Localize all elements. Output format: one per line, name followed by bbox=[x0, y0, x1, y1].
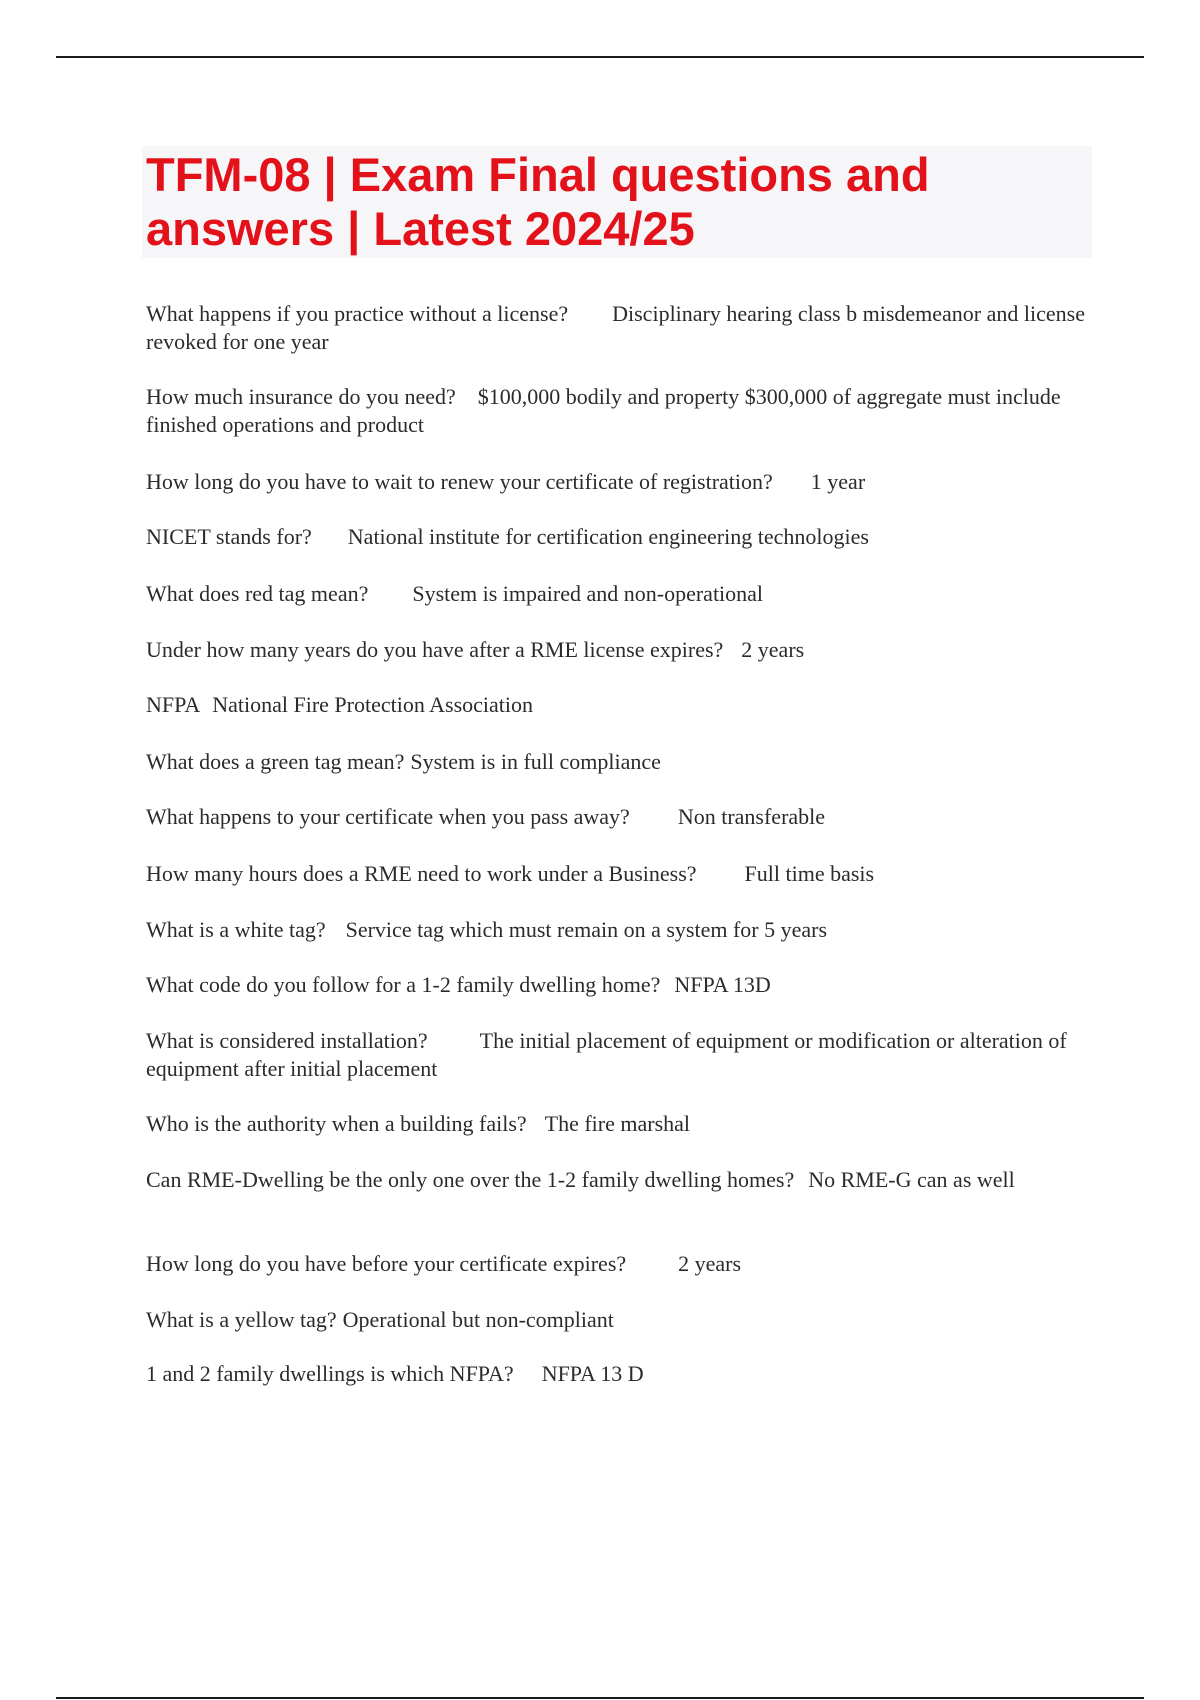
question: Can RME-Dwelling be the only one over the 1-2 family dwelling homes? bbox=[146, 1167, 795, 1192]
qa-item bbox=[146, 468, 1086, 496]
answer: System is impaired and non-operational bbox=[412, 581, 764, 606]
answer: 1 year bbox=[810, 469, 866, 494]
answer: Non transferable bbox=[677, 804, 826, 829]
answer: Operational but non-compliant bbox=[342, 1307, 614, 1332]
qa-item bbox=[146, 860, 1086, 888]
answer: National Fire Protection Association bbox=[212, 692, 534, 717]
question: NICET stands for? bbox=[146, 524, 312, 549]
answer: National institute for certification engineering technologies bbox=[347, 524, 869, 549]
question: 1 and 2 family dwellings is which NFPA? bbox=[146, 1361, 514, 1386]
qa-item bbox=[146, 971, 1086, 999]
question: What does red tag mean? bbox=[146, 581, 369, 606]
answer: The initial placement of equipment or modification or alteration of equipment after initial placement bbox=[146, 1028, 1067, 1081]
answer: No RME-G can as well bbox=[808, 1167, 1015, 1192]
question: How long do you have to wait to renew your certificate of registration? bbox=[146, 469, 773, 494]
document-title: TFM-08 | Exam Final questions and answers | Latest 2024/25 bbox=[146, 148, 930, 255]
qa-item bbox=[146, 300, 1086, 356]
qa-item bbox=[146, 580, 1086, 608]
header-rule bbox=[56, 56, 1144, 58]
question: What does a green tag mean? bbox=[146, 749, 405, 774]
answer: NFPA 13 D bbox=[541, 1361, 644, 1386]
question: What happens to your certificate when you pass away? bbox=[146, 804, 630, 829]
qa-item bbox=[146, 803, 1086, 831]
qa-item bbox=[146, 636, 1086, 664]
question: NFPA bbox=[146, 692, 201, 717]
qa-item bbox=[146, 1110, 1086, 1138]
question: What happens if you practice without a license? bbox=[146, 301, 569, 326]
question: Under how many years do you have after a RME license expires? bbox=[146, 637, 724, 662]
qa-item bbox=[146, 1306, 1086, 1334]
footer-rule bbox=[56, 1697, 1144, 1699]
answer: 2 years bbox=[741, 637, 805, 662]
qa-item bbox=[146, 916, 1086, 944]
qa-item bbox=[146, 1360, 1086, 1388]
answer: Disciplinary hearing class b misdemeanor and license revoked for one year bbox=[146, 301, 1085, 354]
answer: Service tag which must remain on a system for 5 years bbox=[345, 917, 828, 942]
answer: NFPA 13D bbox=[674, 972, 771, 997]
qa-item bbox=[146, 1166, 1086, 1194]
answer: 2 years bbox=[678, 1251, 742, 1276]
question: How many hours does a RME need to work under a Business? bbox=[146, 861, 697, 886]
answer: Full time basis bbox=[744, 861, 875, 886]
question: What code do you follow for a 1-2 family dwelling home? bbox=[146, 972, 661, 997]
qa-item bbox=[146, 1250, 1086, 1278]
answer: The fire marshal bbox=[544, 1111, 691, 1136]
qa-item bbox=[146, 748, 1086, 776]
question: What is a yellow tag? bbox=[146, 1307, 337, 1332]
qa-item bbox=[146, 691, 1086, 719]
question: How long do you have before your certificate expires? bbox=[146, 1251, 627, 1276]
question: What is considered installation? bbox=[146, 1028, 428, 1053]
answer: System is in full compliance bbox=[410, 749, 661, 774]
question: How much insurance do you need? bbox=[146, 384, 456, 409]
answer: $100,000 bodily and property $300,000 of aggregate must include finished operations and product bbox=[146, 384, 1061, 437]
qa-item bbox=[146, 1027, 1086, 1083]
qa-item bbox=[146, 383, 1086, 439]
question: What is a white tag? bbox=[146, 917, 326, 942]
qa-item bbox=[146, 523, 1086, 551]
question: Who is the authority when a building fails? bbox=[146, 1111, 527, 1136]
